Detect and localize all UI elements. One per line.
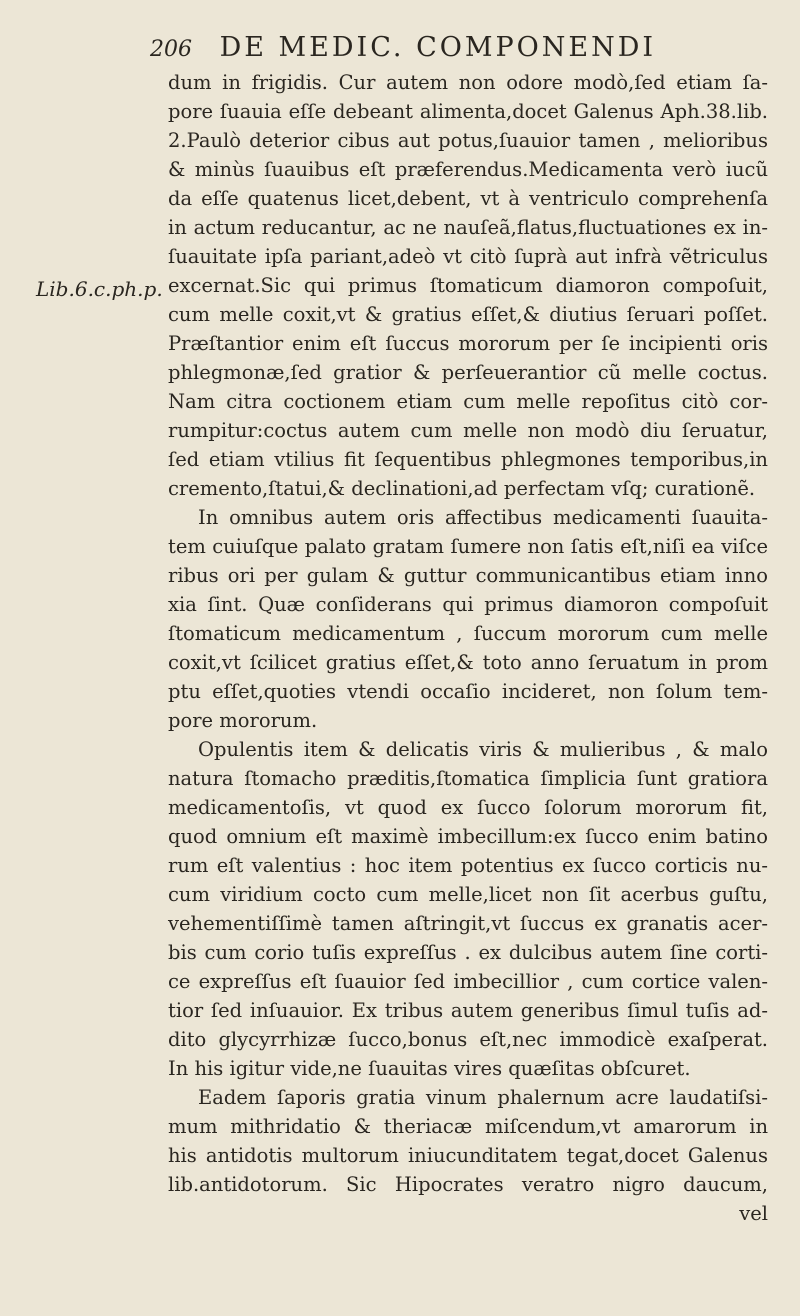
page-number: 206 (150, 37, 192, 62)
text-line: natura ſtomacho præditis,ſtomatica ſimplicia ſunt gratiora (168, 767, 768, 790)
text-line: tem cuiuſque palato gratam ſumere non ſatis eſt,niſi ea viſce (168, 535, 768, 558)
text-line: bis cum corio tuſis expreſſus . ex dulcibus autem ſine corti- (168, 941, 768, 964)
text-line: dito glycyrrhizæ ſucco,bonus eſt,nec immodicè exaſperat. (168, 1028, 768, 1051)
text-line: ptu eſſet,quoties vtendi occaſio incideret, non ſolum tem- (168, 680, 768, 703)
text-line: 2.Paulò deterior cibus aut potus,ſuauior tamen , melioribus (168, 129, 768, 152)
body-text (168, 68, 768, 1228)
text-line: cum viridium cocto cum melle,licet non ſit acerbus guſtu, (168, 883, 768, 906)
text-line: & minùs ſuauibus eſt præferendus.Medicamenta verò iucũ (168, 158, 768, 181)
text-line: cum melle coxit,vt & gratius eſſet,& diutius ſeruari poſſet. (168, 303, 768, 326)
text-line: Præſtantior enim eſt ſuccus mororum per ſe incipienti oris (168, 332, 768, 355)
text-line: his antidotis multorum iniucunditatem tegat,docet Galenus (168, 1144, 768, 1167)
text-line: xia ſint. Quæ conſiderans qui primus diamoron compoſuit (168, 593, 768, 616)
text-line: ribus ori per gulam & guttur communicantibus etiam inno (168, 564, 768, 587)
text-line: dum in frigidis. Cur autem non odore modò,ſed etiam ſa- (168, 71, 768, 94)
text-line: tior ſed inſuauior. Ex tribus autem generibus ſimul tuſis ad- (168, 999, 768, 1022)
text-line: pore mororum. (168, 709, 318, 732)
text-line: quod omnium eſt maximè imbecillum:ex ſucco enim batino (168, 825, 768, 848)
running-header (150, 32, 750, 63)
text-line: rumpitur:coctus autem cum melle non modò diu ſeruatur, (168, 419, 768, 442)
text-line: coxit,vt ſcilicet gratius eſſet,& toto anno ſeruatum in prom (168, 651, 768, 674)
text-line: ſed etiam vtilius fit ſequentibus phlegmones temporibus,in (168, 448, 768, 471)
text-line: pore ſuauia eſſe debeant alimenta,docet Galenus Aph.38.lib. (168, 100, 768, 123)
text-line: phlegmonæ,ſed gratior & perſeuerantior cũ melle coctus. (168, 361, 768, 384)
text-line: ce expreſſus eſt ſuauior ſed imbecillior , cum cortice valen- (168, 970, 768, 993)
text-line: cremento,ſtatui,& declinationi,ad perfectam vſq; curationẽ. (168, 477, 756, 500)
text-line: Opulentis item & delicatis viris & mulieribus , & malo (198, 738, 768, 761)
text-line: vehementiſſimè tamen aſtringit,vt ſuccus ex granatis acer- (168, 912, 768, 935)
text-line: In his igitur vide,ne ſuauitas vires quæſitas obſcuret. (168, 1057, 691, 1080)
text-line: ſtomaticum medicamentum , ſuccum mororum cum melle (168, 622, 768, 645)
running-title: DE MEDIC. COMPONENDI (219, 32, 657, 63)
margin-note: Lib.6.c.ph.p. (36, 277, 163, 301)
text-line: Nam citra coctionem etiam cum melle repoſitus citò cor- (168, 390, 768, 413)
text-line: In omnibus autem oris affectibus medicamenti ſuauita- (198, 506, 768, 529)
text-line: ſuauitate ipſa pariant,adeò vt citò ſuprà aut infrà vẽtriculus (168, 245, 768, 268)
text-line: excernat.Sic qui primus ſtomaticum diamoron compoſuit, (168, 274, 768, 297)
text-line: in actum reducantur, ac ne nauſeã,flatus,fluctuationes ex in- (168, 216, 768, 239)
text-line: medicamentoſis, vt quod ex ſucco ſolorum mororum fit, (168, 796, 768, 819)
text-line: vel (739, 1202, 768, 1225)
text-line: Eadem ſaporis gratia vinum phalernum acre laudatiſsi- (198, 1086, 768, 1109)
text-line: da eſſe quatenus licet,debent, vt à ventriculo comprehenſa (168, 187, 768, 210)
text-line: lib.antidotorum. Sic Hipocrates veratro nigro daucum, (168, 1173, 768, 1196)
text-line: rum eſt valentius : hoc item potentius ex ſucco corticis nu- (168, 854, 768, 877)
text-line: mum mithridatio & theriacæ miſcendum,vt amarorum in (168, 1115, 768, 1138)
